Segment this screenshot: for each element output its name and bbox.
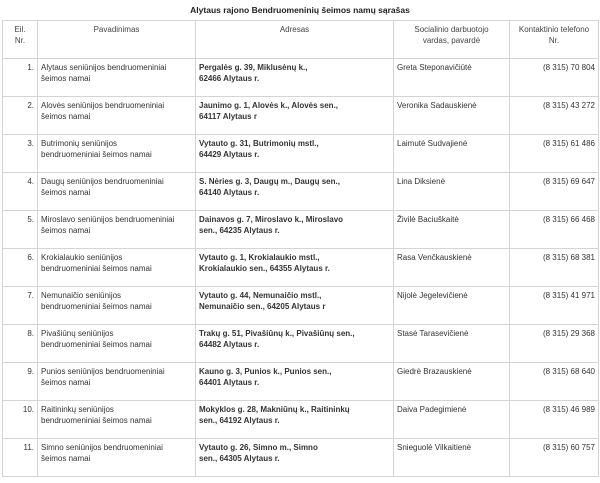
family-home-name: Miroslavo seniūnijos bendruomeniniai šeimos namai <box>41 215 175 235</box>
family-home-name-cell <box>38 173 196 211</box>
social-worker-name: Stasė Tarasevičienė <box>397 329 469 338</box>
header-name-label: Pavadinimas <box>93 25 140 34</box>
contact-phone: (8 315) 70 804 <box>542 63 595 72</box>
row-number: 11. <box>23 443 34 452</box>
family-home-name-cell <box>38 211 196 249</box>
family-home-name: Butrimonių seniūnijos bendruomeniniai šeimos namai <box>41 139 152 159</box>
family-home-address-cell <box>196 97 394 135</box>
row-number: 10. <box>22 405 34 414</box>
family-home-address-cell <box>196 211 394 249</box>
family-home-name: Alovės seniūnijos bendruomeniniai šeimos namai <box>41 101 165 121</box>
family-home-address-cell <box>196 287 394 325</box>
row-number: 2. <box>27 101 34 110</box>
contact-phone: (8 315) 69 647 <box>542 177 595 186</box>
row-number: 6. <box>27 253 34 262</box>
family-home-name-cell <box>38 363 196 401</box>
family-home-address-cell <box>196 173 394 211</box>
contact-phone-cell <box>510 59 599 97</box>
family-home-address: Jaunimo g. 1, Alovės k., Alovės sen., 64117 Alytaus r <box>199 101 339 121</box>
header-row <box>3 21 599 59</box>
header-phone <box>510 21 599 59</box>
family-home-address: Vytauto g. 26, Simno m., Simno sen., 64305 Alytaus r. <box>199 443 318 463</box>
header-social-worker-label: Socialinio darbuotojo vardas, pavardė <box>414 25 489 45</box>
family-home-address: Kauno g. 3, Punios k., Punios sen., 64401 Alytaus r. <box>199 367 332 387</box>
contact-phone-cell <box>510 249 599 287</box>
contact-phone: (8 315) 61 486 <box>542 139 595 148</box>
row-number: 9. <box>27 367 34 376</box>
social-worker-name-cell <box>394 97 510 135</box>
contact-phone-cell <box>510 401 599 439</box>
table-body <box>3 59 599 477</box>
contact-phone: (8 315) 43 272 <box>542 101 595 110</box>
header-social-worker <box>394 21 510 59</box>
row-number-cell <box>3 59 38 97</box>
social-worker-name: Greta Steponavičiūtė <box>397 63 472 72</box>
table-row <box>3 97 599 135</box>
family-home-name: Alytaus seniūnijos bendruomeniniai šeimos namai <box>41 63 167 83</box>
family-home-address-cell <box>196 401 394 439</box>
contact-phone: (8 315) 60 757 <box>542 443 595 452</box>
contact-phone-cell <box>510 97 599 135</box>
header-name <box>38 21 196 59</box>
contact-phone-cell <box>510 439 599 477</box>
contact-phone-cell <box>510 173 599 211</box>
contact-phone-cell <box>510 325 599 363</box>
social-worker-name-cell <box>394 249 510 287</box>
row-number-cell <box>3 97 38 135</box>
contact-phone: (8 315) 66 468 <box>542 215 595 224</box>
family-home-address: Vytauto g. 31, Butrimonių mstl., 64429 Alytaus r. <box>199 139 319 159</box>
family-home-address: Mokyklos g. 28, Makniūnų k., Raitininkų sen., 64192 Alytaus r. <box>199 405 350 425</box>
social-worker-name: Lina Diksienė <box>397 177 446 186</box>
family-home-name-cell <box>38 135 196 173</box>
row-number: 8. <box>27 329 34 338</box>
social-worker-name-cell <box>394 439 510 477</box>
table-row <box>3 211 599 249</box>
contact-phone-cell <box>510 211 599 249</box>
family-home-address: Vytauto g. 1, Krokialaukio mstl., Krokialaukio sen., 64355 Alytaus r. <box>199 253 330 273</box>
social-worker-name: Veronika Sadauskienė <box>397 101 477 110</box>
document-title: Alytaus rajono Bendruomeninių šeimos namų sąrašas <box>190 5 410 15</box>
family-home-address: Vytauto g. 44, Nemunaičio mstl., Nemunaičio sen., 64205 Alytaus r <box>199 291 326 311</box>
family-home-name: Simno seniūnijos bendruomeniniai šeimos namai <box>41 443 163 463</box>
table-row <box>3 363 599 401</box>
family-home-name-cell <box>38 325 196 363</box>
family-home-address-cell <box>196 59 394 97</box>
social-worker-name: Rasa Venčkauskienė <box>397 253 472 262</box>
family-home-name-cell <box>38 401 196 439</box>
table-row <box>3 287 599 325</box>
header-address-label: Adresas <box>279 25 310 34</box>
family-home-name: Raitininkų seniūnijos bendruomeniniai šeimos namai <box>41 405 152 425</box>
family-home-address: Pergalės g. 39, Miklusėnų k., 62466 Alytaus r. <box>199 63 308 83</box>
row-number-cell <box>3 439 38 477</box>
contact-phone-cell <box>510 287 599 325</box>
table-row <box>3 325 599 363</box>
family-home-address-cell <box>196 325 394 363</box>
family-home-address-cell <box>196 363 394 401</box>
family-home-name: Pivašiūnų seniūnijos bendruomeniniai šeimos namai <box>41 329 152 349</box>
social-worker-name-cell <box>394 363 510 401</box>
row-number-cell <box>3 287 38 325</box>
family-home-name: Nemunaičio seniūnijos bendruomeniniai šeimos namai <box>41 291 152 311</box>
contact-phone: (8 315) 68 381 <box>542 253 595 262</box>
social-worker-name: Živilė Baciuškaitė <box>397 215 459 224</box>
row-number-cell <box>3 135 38 173</box>
family-home-address-cell <box>196 249 394 287</box>
social-worker-name-cell <box>394 59 510 97</box>
contact-phone: (8 315) 46 989 <box>542 405 595 414</box>
social-worker-name-cell <box>394 325 510 363</box>
table-header <box>3 21 599 59</box>
contact-phone: (8 315) 68 640 <box>542 367 595 376</box>
row-number-cell <box>3 249 38 287</box>
table-row <box>3 135 599 173</box>
social-worker-name-cell <box>394 173 510 211</box>
row-number: 3. <box>27 139 34 148</box>
row-number-cell <box>3 211 38 249</box>
header-phone-label: Kontaktinio telefono Nr. <box>518 25 590 45</box>
family-home-address: Dainavos g. 7, Miroslavo k., Miroslavo sen., 64235 Alytaus r. <box>199 215 344 235</box>
family-home-address: Trakų g. 51, Pivašiūnų k., Pivašiūnų sen., 64482 Alytaus r. <box>199 329 355 349</box>
family-home-address-cell <box>196 135 394 173</box>
row-number-cell <box>3 173 38 211</box>
contact-phone-cell <box>510 363 599 401</box>
contact-phone: (8 315) 41 971 <box>542 291 595 300</box>
row-number: 1. <box>27 63 34 72</box>
header-address <box>196 21 394 59</box>
social-worker-name-cell <box>394 135 510 173</box>
family-home-address: S. Nėries g. 3, Daugų m., Daugų sen., 64140 Alytaus r. <box>199 177 340 197</box>
table-row <box>3 249 599 287</box>
table-row <box>3 401 599 439</box>
row-number-cell <box>3 363 38 401</box>
family-home-name: Daugų seniūnijos bendruomeniniai šeimos namai <box>41 177 164 197</box>
family-home-address-cell <box>196 439 394 477</box>
family-home-name-cell <box>38 249 196 287</box>
family-home-name: Krokialaukio seniūnijos bendruomeniniai šeimos namai <box>41 253 152 273</box>
family-home-name: Punios seniūnijos bendruomeniniai šeimos namai <box>41 367 165 387</box>
row-number: 7. <box>27 291 34 300</box>
family-home-name-cell <box>38 439 196 477</box>
header-number <box>3 21 38 59</box>
contact-phone: (8 315) 29 368 <box>542 329 595 338</box>
table-row <box>3 59 599 97</box>
social-worker-name-cell <box>394 287 510 325</box>
table-row <box>3 439 599 477</box>
social-worker-name-cell <box>394 211 510 249</box>
row-number: 5. <box>27 215 34 224</box>
social-worker-name: Snieguolė Vilkaitienė <box>397 443 472 452</box>
social-worker-name: Nijolė Jegelevičienė <box>397 291 468 300</box>
header-number-label: Eil. Nr. <box>14 25 26 45</box>
social-worker-name: Daiva Padegimienė <box>397 405 467 414</box>
social-worker-name: Laimutė Sudvajienė <box>397 139 468 148</box>
family-home-name-cell <box>38 287 196 325</box>
contact-phone-cell <box>510 135 599 173</box>
row-number-cell <box>3 401 38 439</box>
row-number-cell <box>3 325 38 363</box>
row-number: 4. <box>27 177 34 186</box>
social-worker-name-cell <box>394 401 510 439</box>
family-home-name-cell <box>38 59 196 97</box>
family-home-name-cell <box>38 97 196 135</box>
social-worker-name: Giedrė Brazauskienė <box>397 367 472 376</box>
family-homes-table <box>2 20 599 477</box>
table-row <box>3 173 599 211</box>
